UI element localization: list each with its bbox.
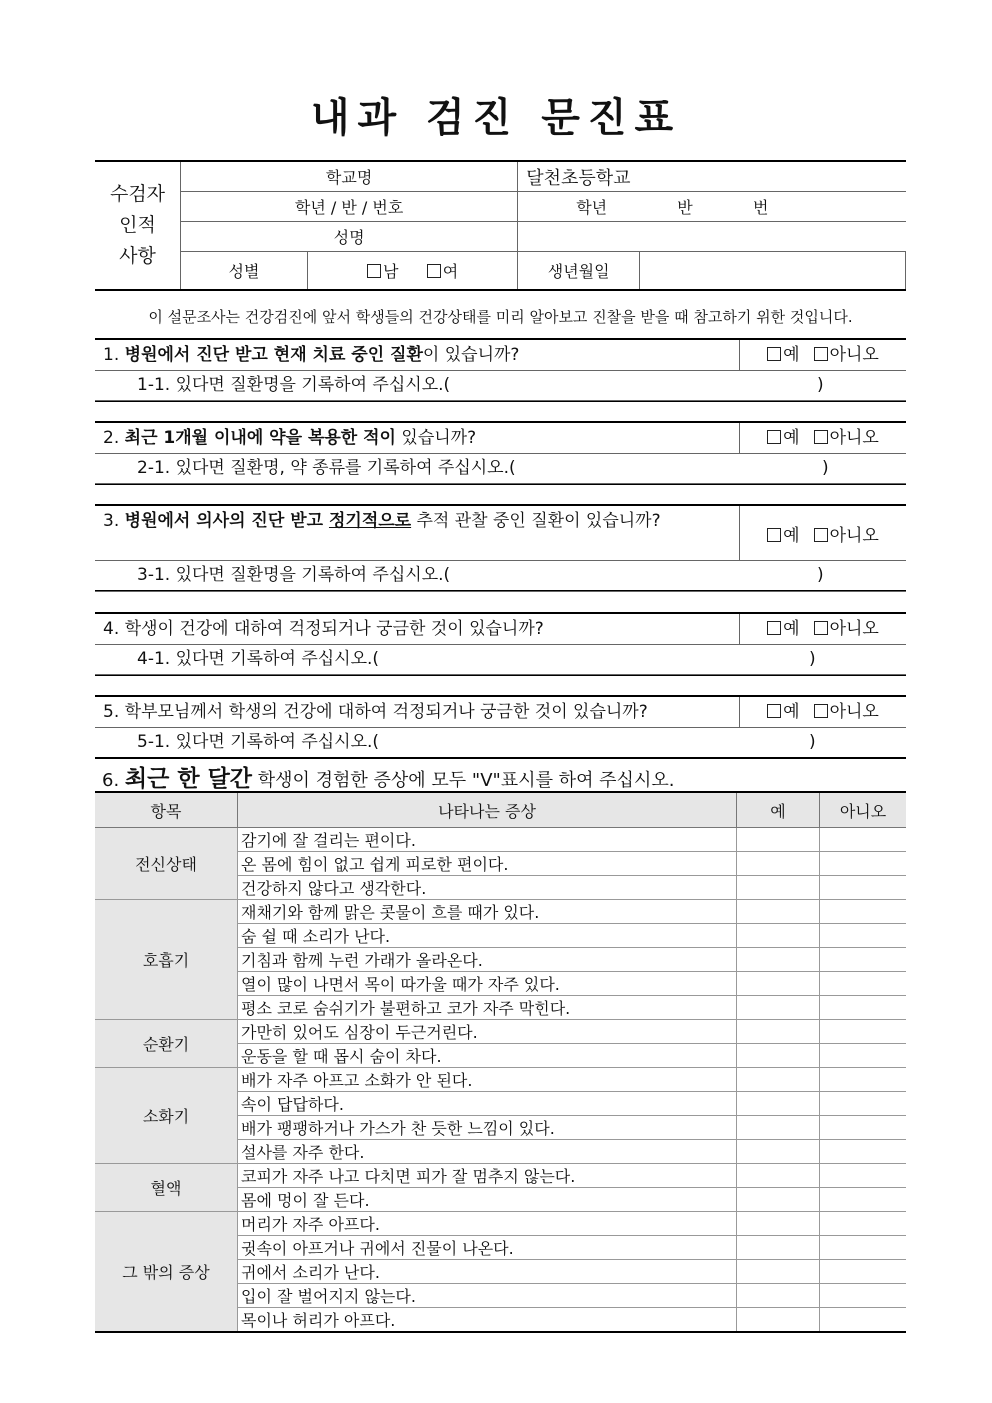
yes-label: 예: [783, 345, 800, 365]
question-emphasis: 최근 1개월 이내에 약을 복용한 적이: [124, 428, 396, 448]
no-checkbox[interactable]: [814, 621, 828, 635]
symptom-yes-cell[interactable]: [737, 1236, 820, 1260]
number-unit: 번: [752, 198, 769, 217]
symptom-no-cell[interactable]: [820, 1140, 907, 1164]
question-4-answer: [739, 614, 906, 644]
question-number: 1.: [103, 345, 120, 365]
question-1-text: [95, 340, 739, 370]
examinee-info-table: [95, 160, 906, 291]
symptom-category: 호흡기: [95, 900, 238, 1020]
male-checkbox[interactable]: [367, 264, 381, 278]
no-checkbox[interactable]: [814, 528, 828, 542]
no-label: 아니오: [829, 525, 879, 546]
symptom-category: 혈액: [95, 1164, 238, 1212]
symptom-category: 전신상태: [95, 828, 238, 900]
symptom-no-cell[interactable]: [820, 1188, 907, 1212]
symptom-text: 머리가 자주 아프다.: [238, 1212, 737, 1236]
symptom-text: 배가 자주 아프고 소화가 안 된다.: [238, 1068, 737, 1092]
class-unit: 반: [677, 198, 693, 217]
no-label: 아니오: [829, 345, 879, 365]
symptom-no-cell[interactable]: [820, 828, 907, 852]
symptom-no-cell[interactable]: [820, 1092, 907, 1116]
question-rest: 학생이 건강에 대하여 걱정되거나 궁금한 것이 있습니까?: [124, 619, 544, 639]
symptom-no-cell[interactable]: [820, 1068, 907, 1092]
spacer: [95, 591, 906, 612]
class-number-label: 학년 / 반 / 번호: [181, 192, 518, 222]
gender-label: 성별: [181, 252, 308, 291]
school-label: 학교명: [181, 161, 518, 192]
symptom-yes-cell[interactable]: [737, 1140, 820, 1164]
symptom-text: 배가 팽팽하거나 가스가 찬 듯한 느낌이 있다.: [238, 1116, 737, 1140]
detail-prompt: 2-1. 있다면 질환명, 약 종류를 기록하여 주십시오.(: [137, 458, 516, 478]
name-field[interactable]: [518, 222, 906, 252]
col-header-yes: 예: [737, 792, 820, 828]
symptom-no-cell[interactable]: [820, 1308, 907, 1333]
symptom-text: 온 몸에 힘이 없고 쉽게 피로한 편이다.: [238, 852, 737, 876]
symptom-category: 소화기: [95, 1068, 238, 1164]
side-label-3: 사항: [119, 245, 156, 267]
symptom-row: [95, 900, 906, 924]
question-emphasis: 병원에서 의사의 진단 받고: [124, 511, 329, 531]
symptom-yes-cell[interactable]: [737, 1212, 820, 1236]
col-header-category: 항목: [95, 792, 238, 828]
symptoms-title-emphasis: 최근 한 달간: [124, 766, 253, 792]
symptom-yes-cell[interactable]: [737, 1116, 820, 1140]
detail-close: ): [809, 649, 816, 669]
symptom-yes-cell[interactable]: [737, 996, 820, 1020]
yes-checkbox[interactable]: [767, 528, 781, 542]
examinee-info-label: [95, 161, 181, 290]
symptom-yes-cell[interactable]: [737, 972, 820, 996]
yes-label: 예: [783, 619, 800, 639]
symptom-row: [95, 828, 906, 852]
female-label: 여: [442, 262, 459, 281]
symptom-no-cell[interactable]: [820, 1236, 907, 1260]
class-number-field[interactable]: [518, 192, 906, 222]
question-3-answer: [739, 506, 906, 560]
symptom-row: [95, 1164, 906, 1188]
question-rest: 학부모님께서 학생의 건강에 대하여 걱정되거나 궁금한 것이 있습니까?: [124, 702, 648, 722]
side-label-2: 인적: [119, 214, 156, 236]
question-1-answer: [739, 340, 906, 370]
detail-close: ): [817, 565, 824, 585]
symptom-no-cell[interactable]: [820, 1020, 907, 1044]
symptom-no-cell[interactable]: [820, 948, 907, 972]
question-rest: 추적 관찰 중인 질환이 있습니까?: [416, 511, 661, 531]
symptoms-title: [102, 760, 674, 793]
yes-label: 예: [783, 702, 800, 722]
symptom-text: 목이나 허리가 아프다.: [238, 1308, 737, 1333]
symptom-row: [95, 1212, 906, 1236]
detail-prompt: 3-1. 있다면 질환명을 기록하여 주십시오.(: [137, 565, 451, 585]
symptom-yes-cell[interactable]: [737, 852, 820, 876]
symptom-text: 속이 답답하다.: [238, 1092, 737, 1116]
question-3-detail[interactable]: [95, 561, 906, 590]
question-5-text: [95, 697, 739, 727]
symptom-text: 귓속이 아프거나 귀에서 진물이 나온다.: [238, 1236, 737, 1260]
symptom-text: 귀에서 소리가 난다.: [238, 1260, 737, 1284]
symptom-yes-cell[interactable]: [737, 876, 820, 900]
yes-checkbox[interactable]: [767, 621, 781, 635]
symptom-no-cell[interactable]: [820, 1044, 907, 1068]
question-number: 5.: [103, 702, 120, 722]
symptom-yes-cell[interactable]: [737, 1164, 820, 1188]
symptom-yes-cell[interactable]: [737, 1284, 820, 1308]
symptom-text: 입이 잘 벌어지지 않는다.: [238, 1284, 737, 1308]
symptom-text: 재채기와 함께 맑은 콧물이 흐를 때가 있다.: [238, 900, 737, 924]
intro-text: 이 설문조사는 건강검진에 앞서 학생들의 건강상태를 미리 알아보고 진찰을 받을 때 참고하기 위한 것입니다.: [148, 308, 853, 326]
symptom-no-cell[interactable]: [820, 1116, 907, 1140]
question-3-text: [95, 506, 739, 560]
question-2-detail[interactable]: [95, 454, 906, 483]
spacer: [95, 674, 906, 695]
symptom-yes-cell[interactable]: [737, 1260, 820, 1284]
symptom-no-cell[interactable]: [820, 1212, 907, 1236]
no-checkbox[interactable]: [814, 704, 828, 718]
question-5: [95, 695, 906, 759]
question-4-text: [95, 614, 739, 644]
detail-prompt: 1-1. 있다면 질환명을 기록하여 주십시오.(: [137, 375, 451, 395]
birth-field[interactable]: [640, 252, 906, 291]
symptom-row: [95, 1020, 906, 1044]
symptom-yes-cell[interactable]: [737, 900, 820, 924]
symptom-text: 숨 쉴 때 소리가 난다.: [238, 924, 737, 948]
symptoms-table: [95, 791, 906, 1333]
school-field[interactable]: 달천초등학교: [518, 161, 906, 192]
question-5-detail[interactable]: [95, 728, 906, 757]
no-label: 아니오: [829, 428, 879, 448]
yes-checkbox[interactable]: [767, 347, 781, 361]
symptom-text: 설사를 자주 한다.: [238, 1140, 737, 1164]
no-checkbox[interactable]: [814, 430, 828, 444]
symptom-text: 기침과 함께 누런 가래가 올라온다.: [238, 948, 737, 972]
question-1: [95, 338, 906, 402]
question-rest: 이 있습니까?: [422, 345, 520, 365]
birth-label: 생년월일: [518, 252, 640, 291]
question-number: 4.: [103, 619, 120, 639]
symptom-yes-cell[interactable]: [737, 1044, 820, 1068]
question-4-detail[interactable]: [95, 645, 906, 674]
symptom-yes-cell[interactable]: [737, 828, 820, 852]
symptom-yes-cell[interactable]: [737, 948, 820, 972]
symptom-row: [95, 1068, 906, 1092]
symptom-yes-cell[interactable]: [737, 1068, 820, 1092]
symptom-text: 코피가 자주 나고 다치면 피가 잘 멈추지 않는다.: [238, 1164, 737, 1188]
detail-close: ): [817, 375, 824, 395]
symptom-no-cell[interactable]: [820, 996, 907, 1020]
gender-options: [308, 252, 518, 291]
symptom-text: 가만히 있어도 심장이 두근거린다.: [238, 1020, 737, 1044]
symptom-no-cell[interactable]: [820, 924, 907, 948]
no-checkbox[interactable]: [814, 347, 828, 361]
symptom-no-cell[interactable]: [820, 876, 907, 900]
symptom-no-cell[interactable]: [820, 972, 907, 996]
name-label: 성명: [181, 222, 518, 252]
question-rest: 있습니까?: [401, 428, 477, 448]
symptom-text: 몸에 멍이 잘 든다.: [238, 1188, 737, 1212]
question-emphasis: 병원에서 진단 받고 현재 치료 중인 질환: [124, 345, 423, 365]
detail-close: ): [809, 732, 816, 752]
page-title: 내과 검진 문진표: [310, 95, 682, 141]
symptom-yes-cell[interactable]: [737, 1092, 820, 1116]
symptom-no-cell[interactable]: [820, 852, 907, 876]
question-2-text: [95, 423, 739, 453]
spacer: [95, 400, 906, 421]
symptom-text: 평소 코로 숨쉬기가 불편하고 코가 자주 막힌다.: [238, 996, 737, 1020]
symptom-yes-cell[interactable]: [737, 1308, 820, 1333]
question-2: [95, 421, 906, 485]
question-4: [95, 612, 906, 676]
no-label: 아니오: [829, 702, 879, 722]
spacer: [95, 483, 906, 504]
question-number: 2.: [103, 428, 120, 448]
symptom-text: 운동을 할 때 몹시 숨이 차다.: [238, 1044, 737, 1068]
symptom-category: 순환기: [95, 1020, 238, 1068]
detail-close: ): [822, 458, 829, 478]
symptom-yes-cell[interactable]: [737, 924, 820, 948]
symptom-category: 그 밖의 증상: [95, 1212, 238, 1333]
question-2-answer: [739, 423, 906, 453]
symptom-text: 열이 많이 나면서 목이 따가울 때가 자주 있다.: [238, 972, 737, 996]
detail-prompt: 4-1. 있다면 기록하여 주십시오.(: [137, 649, 380, 669]
yes-label: 예: [783, 525, 800, 546]
question-emphasis-underlined: 정기적으로: [328, 511, 412, 531]
symptom-text: 감기에 잘 걸리는 편이다.: [238, 828, 737, 852]
symptom-no-cell[interactable]: [820, 1284, 907, 1308]
question-number: 3.: [103, 511, 120, 531]
yes-label: 예: [783, 428, 800, 448]
symptom-yes-cell[interactable]: [737, 1188, 820, 1212]
symptom-no-cell[interactable]: [820, 1260, 907, 1284]
question-1-detail[interactable]: [95, 371, 906, 400]
female-checkbox[interactable]: [427, 264, 441, 278]
symptom-no-cell[interactable]: [820, 900, 907, 924]
symptom-no-cell[interactable]: [820, 1164, 907, 1188]
grade-unit: 학년: [576, 198, 608, 217]
no-label: 아니오: [829, 619, 879, 639]
male-label: 남: [383, 262, 399, 281]
side-label-1: 수검자: [109, 183, 166, 205]
col-header-symptom: 나타나는 증상: [238, 792, 737, 828]
question-5-answer: [739, 697, 906, 727]
col-header-no: 아니오: [820, 792, 907, 828]
yes-checkbox[interactable]: [767, 430, 781, 444]
symptoms-title-rest: 학생이 경험한 증상에 모두 "V"표시를 하여 주십시오.: [257, 770, 675, 791]
yes-checkbox[interactable]: [767, 704, 781, 718]
symptom-text: 건강하지 않다고 생각한다.: [238, 876, 737, 900]
question-3: [95, 504, 906, 592]
symptom-yes-cell[interactable]: [737, 1020, 820, 1044]
symptoms-number: 6.: [102, 770, 120, 791]
detail-prompt: 5-1. 있다면 기록하여 주십시오.(: [137, 732, 380, 752]
